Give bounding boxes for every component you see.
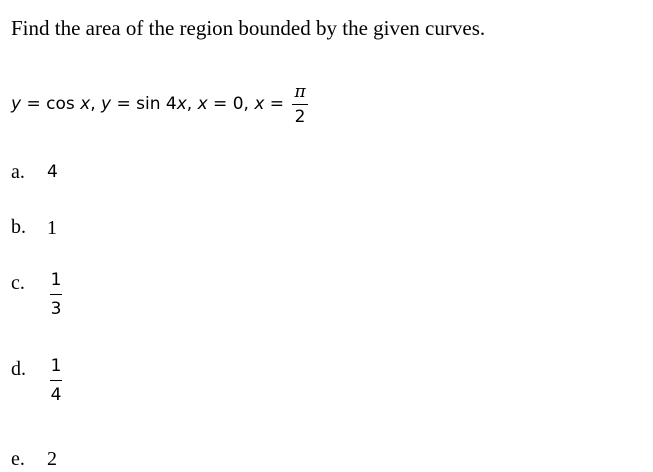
equation-eq2: = sin 4 (111, 94, 177, 114)
equation-y2: y (101, 94, 112, 114)
equation-eq4: = (264, 94, 290, 114)
option-a-letter: a. (11, 161, 25, 183)
option-e-letter: e. (11, 448, 25, 470)
equation-x2: x (176, 94, 187, 114)
option-e-value[interactable]: 2 (47, 448, 57, 470)
equation-x1: x (80, 94, 91, 114)
fraction-denominator: 2 (294, 106, 306, 127)
equation-x3: x (197, 94, 208, 114)
equation-eq3: = 0, (207, 94, 255, 114)
option-d-fraction[interactable] (46, 356, 66, 405)
option-d-denominator: 4 (50, 385, 62, 405)
option-c-denominator: 3 (50, 299, 62, 319)
option-c-fraction[interactable] (46, 270, 66, 319)
fraction-bar (292, 104, 307, 105)
option-d-numerator: 1 (50, 356, 62, 376)
option-d-letter: d. (11, 358, 26, 380)
option-c-numerator: 1 (50, 270, 62, 290)
question-text: Find the area of the region bounded by the given curves. (11, 16, 486, 40)
option-a-value[interactable]: 4 (47, 162, 58, 182)
equation-sep1: , (90, 94, 101, 114)
option-b-letter: b. (11, 216, 26, 238)
equation-sep2: , (186, 94, 198, 114)
equation-x4: x (254, 94, 265, 114)
equation-eq1: = cos (21, 94, 81, 114)
option-d-fraction-bar (50, 380, 62, 381)
option-c-letter: c. (11, 272, 25, 294)
equation-y1: y (11, 94, 22, 114)
equation-fraction (292, 82, 307, 127)
option-c-fraction-bar (50, 294, 62, 295)
option-b-value[interactable]: 1 (47, 217, 57, 239)
fraction-numerator: π (294, 81, 306, 102)
equation (11, 76, 308, 132)
